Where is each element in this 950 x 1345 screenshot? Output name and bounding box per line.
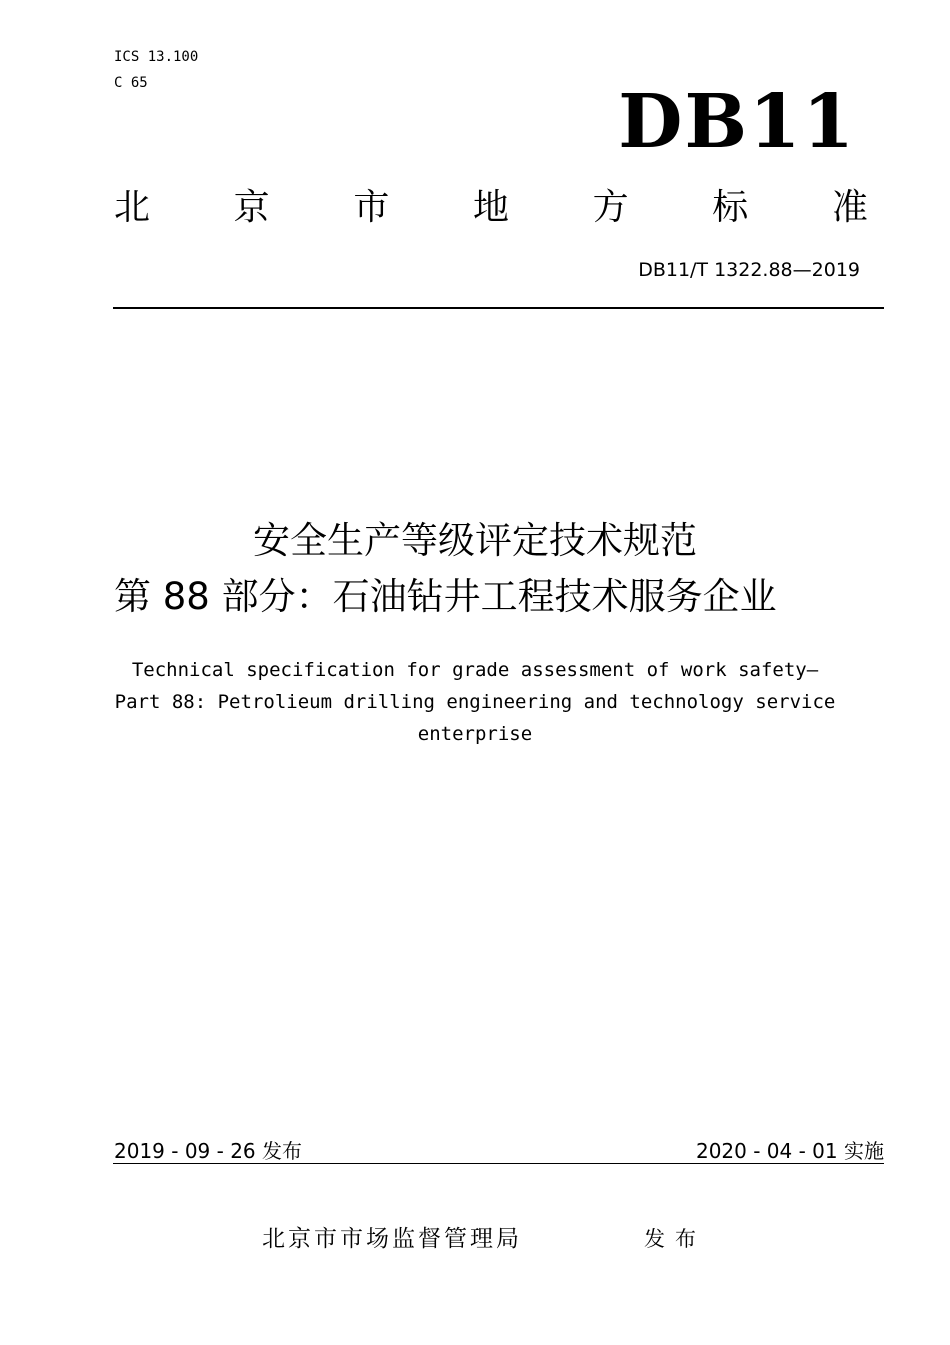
standard-type-char: 北 <box>114 187 151 228</box>
issue-date: 2019 - 09 - 26 发布 <box>114 1139 303 1163</box>
standard-type-char: 准 <box>831 187 868 228</box>
title-english-line: Technical specification for grade assessment of work safety— <box>131 659 819 681</box>
standard-type-char: 京 <box>233 187 270 228</box>
title-chinese-line-2: 第 88 部分：石油钻井工程技术服务企业 <box>114 575 777 618</box>
standard-number: DB11/T 1322.88—2019 <box>638 259 860 281</box>
standard-type-char: 市 <box>353 187 390 228</box>
title-chinese-line-1: 安全生产等级评定技术规范 <box>253 519 697 562</box>
title-english-line: enterprise <box>417 723 533 745</box>
standard-type-char: 方 <box>592 187 629 228</box>
ccs-code: C 65 <box>114 75 148 91</box>
title-english-line: Part 88: Petrolieum drilling engineering and technology service <box>114 691 836 713</box>
footer-divider <box>113 1163 884 1164</box>
ics-code: ICS 13.100 <box>114 49 199 65</box>
standard-type-char: 地 <box>472 187 509 228</box>
standard-logo: DB11 <box>618 79 856 165</box>
implementation-date: 2020 - 04 - 01 实施 <box>695 1139 884 1163</box>
standard-type-char: 标 <box>712 187 749 228</box>
standard-type-heading <box>114 184 868 232</box>
issuer-action: 发布 <box>644 1227 706 1251</box>
header-divider <box>113 307 884 309</box>
issuing-authority: 北京市市场监督管理局 <box>262 1226 522 1252</box>
title-english <box>0 654 950 750</box>
